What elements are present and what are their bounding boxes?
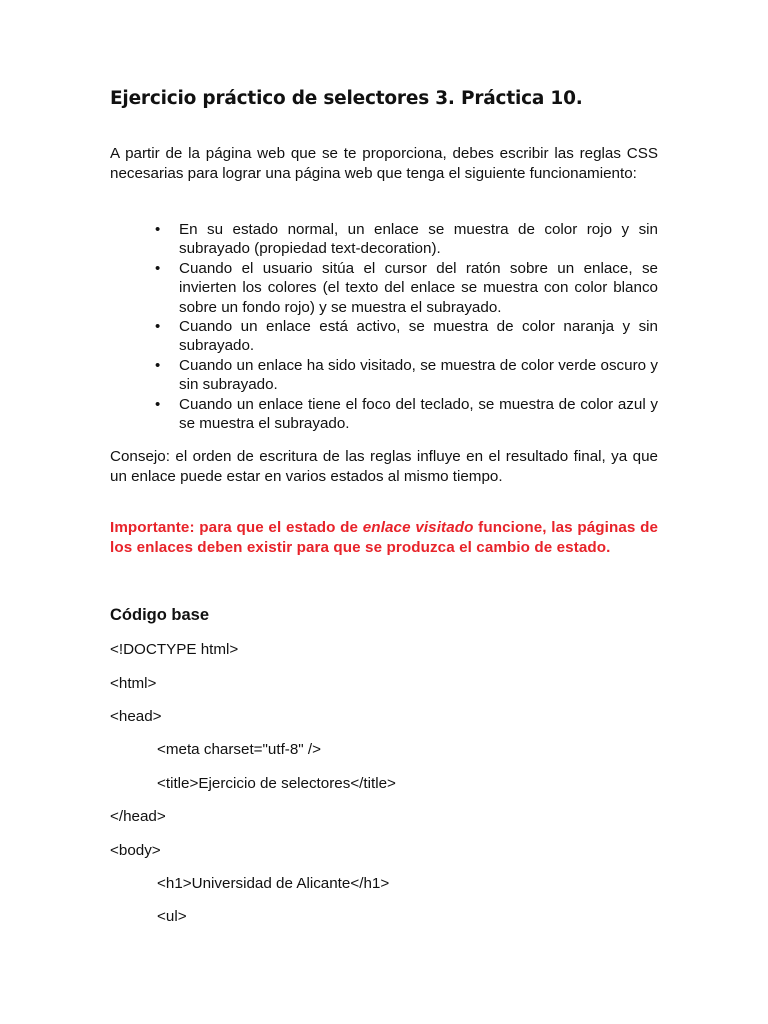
important-note-end: funcione, las páginas de los enlaces deben existir para que se produzca el cambio de estado. <box>110 519 659 556</box>
code-line: <title>Ejercicio de selectores</title> <box>157 775 396 792</box>
code-line: </head> <box>110 808 166 825</box>
bullet-icon: • <box>155 259 161 277</box>
list-item-text: Cuando un enlace tiene el foco del teclado, se muestra de color azul y se muestra el subrayado. <box>179 395 658 433</box>
bullet-icon: • <box>155 318 161 336</box>
list-item <box>155 317 658 356</box>
list-item-text: Cuando el usuario sitúa el cursor del ratón sobre un enlace, se invierten los colores (el texto del enlace se muestra con color blanco sobre un fondo rojo) y se muestra el subrayado. <box>179 259 658 316</box>
code-line: <html> <box>110 675 157 692</box>
code-line: <body> <box>110 842 161 859</box>
advice-paragraph: Consejo: el orden de escritura de las reglas influye en el resultado final, ya que un enlace puede estar en varios estados al mismo tiempo. <box>110 448 658 485</box>
list-item <box>155 356 658 395</box>
intro-paragraph: A partir de la página web que se te proporciona, debes escribir las reglas CSS necesarias para lograr una página web que tenga el siguiente funcionamiento: <box>110 145 658 182</box>
important-note-emphasis: enlace visitado <box>362 519 474 536</box>
code-line: <h1>Universidad de Alicante</h1> <box>157 875 390 892</box>
bullet-icon: • <box>155 356 161 374</box>
list-item-text: Cuando un enlace ha sido visitado, se muestra de color verde oscuro y sin subrayado. <box>179 356 658 394</box>
code-heading: Código base <box>110 606 210 624</box>
list-item <box>155 220 658 259</box>
list-item <box>155 259 658 317</box>
bullet-icon: • <box>155 221 161 238</box>
code-line: <meta charset="utf-8" /> <box>157 741 322 758</box>
code-line: <!DOCTYPE html> <box>110 641 239 658</box>
document-title: Ejercicio práctico de selectores 3. Práctica 10. <box>110 88 583 109</box>
bullet-icon: • <box>155 395 161 413</box>
important-note <box>110 518 658 558</box>
code-line: <head> <box>110 708 162 725</box>
list-item-text: Cuando un enlace está activo, se muestra de color naranja y sin subrayado. <box>179 318 658 355</box>
list-item <box>155 395 658 434</box>
code-line: <ul> <box>157 908 187 925</box>
important-note-start: Importante: para que el estado de <box>110 519 363 536</box>
list-item-text: En su estado normal, un enlace se muestra de color rojo y sin subrayado (propiedad text-decoration). <box>179 221 658 258</box>
requirements-list <box>155 220 658 433</box>
